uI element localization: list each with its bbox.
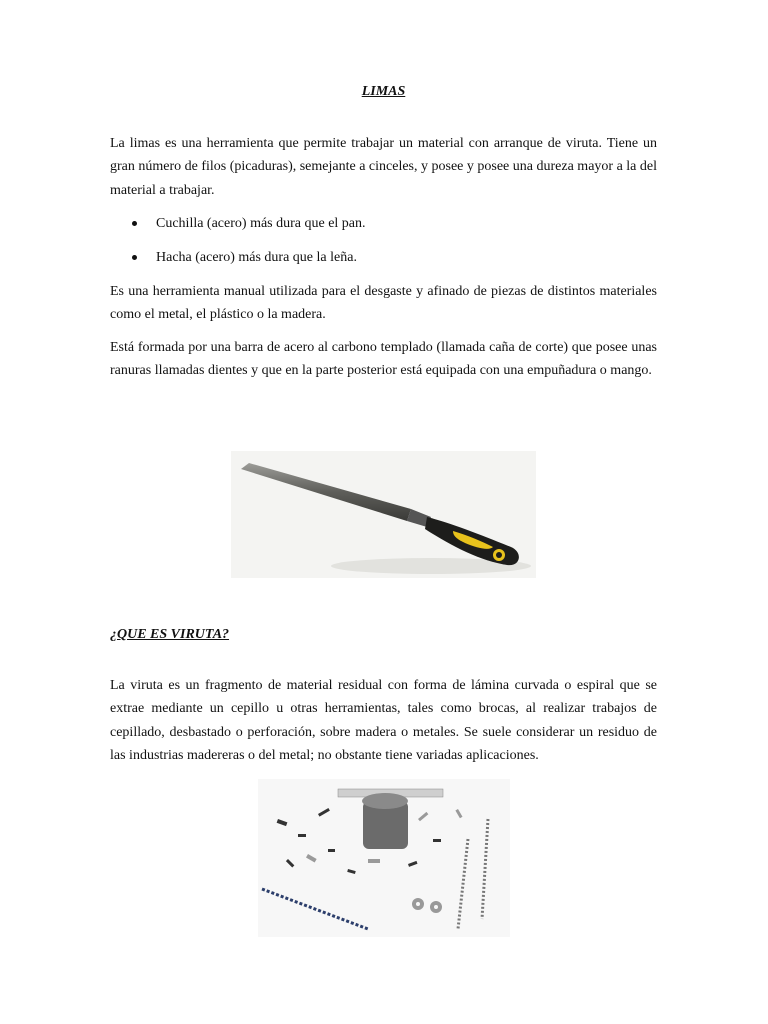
- bullet-icon: [132, 221, 137, 226]
- file-tool-image: [231, 451, 536, 578]
- page-title: LIMAS: [361, 84, 406, 99]
- viruta-chips-image: [258, 779, 510, 937]
- file-tool-icon: [231, 451, 536, 578]
- paragraph-usage: Es una herramienta manual utilizada para el desgaste y afinado de piezas de distintos materiales como el metal, el plástico o la madera.: [110, 284, 657, 323]
- metal-chips-icon: [258, 779, 510, 937]
- paragraph-structure: Está formada por una barra de acero al carbono templado (llamada caña de corte) que posee unas ranuras llamadas dientes y que en la parte posterior está equipada con una empuñadura o mango.: [110, 340, 657, 379]
- section-heading-viruta: ¿QUE ES VIRUTA?: [110, 627, 230, 642]
- paragraph-viruta: La viruta es un fragmento de material residual con forma de lámina curvada o espiral que se extrae mediante un cepillo u otras herramientas, tales como brocas, al realizar trabajos de cepillado, desbastado o perforación, sobre madera o metales. Se suele considerar un residuo de las industrias madereras o del metal; no obstante tiene variadas aplicaciones.: [110, 678, 657, 763]
- bullet-icon: [132, 255, 137, 260]
- intro-paragraph: La limas es una herramienta que permite trabajar un material con arranque de viruta. Tiene un gran número de filos (picaduras), semejante a cinceles, y posee y posee una dureza mayor a la del material a trabajar.: [110, 136, 657, 198]
